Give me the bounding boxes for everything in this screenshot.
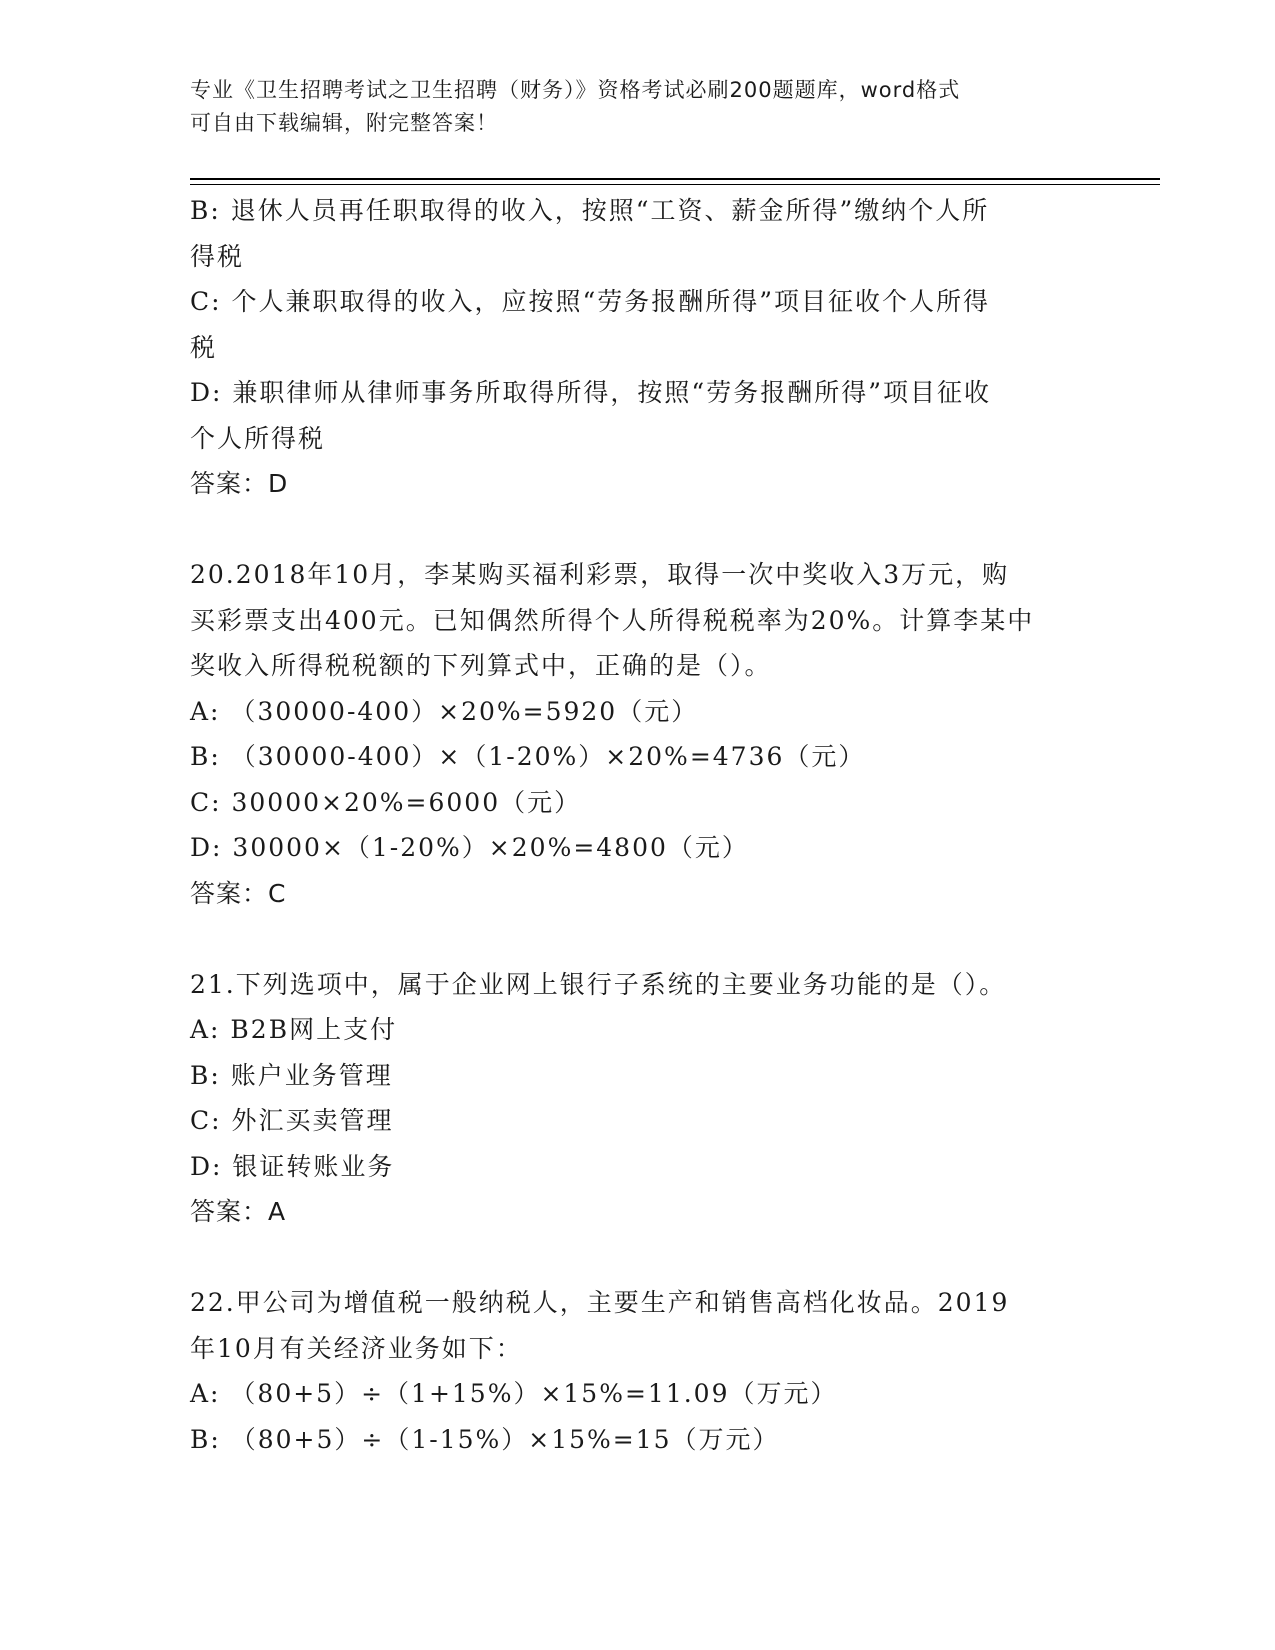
spacer (190, 1235, 1090, 1281)
q21-option-b: B: 账户业务管理 (190, 1060, 393, 1090)
spacer (190, 916, 1090, 962)
header-divider-thick (190, 178, 1160, 180)
q19-option-d-line-1: D: 兼职律师从律师事务所取得所得，按照“劳务报酬所得”项目征收 (190, 378, 991, 407)
q21-answer: 答案：A (190, 1197, 287, 1226)
q20-option-b: B: （30000-400）×（1-20%）×20%=4736（元） (190, 742, 866, 771)
q21-option-a: A: B2B网上支付 (190, 1015, 398, 1044)
question-content (190, 188, 1090, 1462)
q22-stem-line-1: 22.甲公司为增值税一般纳税人，主要生产和销售高档化妆品。2019 (190, 1288, 1010, 1317)
q21-option-c: C: 外汇买卖管理 (190, 1106, 394, 1135)
document-header (190, 74, 1070, 140)
q19-option-b-line-2: 得税 (190, 241, 245, 271)
q19-option-b-line-1: B: 退休人员再任职取得的收入，按照“工资、薪金所得”缴纳个人所 (190, 196, 990, 225)
header-divider-thin (190, 184, 1160, 185)
q20-stem-line-1: 20.2018年10月，李某购买福利彩票，取得一次中奖收入3万元，购 (190, 560, 1010, 589)
q22-stem-line-2: 年10月有关经济业务如下： (190, 1333, 523, 1363)
question-22 (190, 1280, 1090, 1462)
q21-option-d: D: 银证转账业务 (190, 1151, 395, 1181)
question-20 (190, 552, 1090, 916)
q22-option-a: A: （80+5）÷（1+15%）×15%=11.09（万元） (190, 1379, 838, 1408)
header-line-1: 专业《卫生招聘考试之卫生招聘（财务）》资格考试必刷200题题库，word格式 (190, 78, 961, 102)
q19-option-c-line-1: C: 个人兼职取得的收入，应按照“劳务报酬所得”项目征收个人所得 (190, 287, 991, 316)
q21-stem: 21.下列选项中，属于企业网上银行子系统的主要业务功能的是（）。 (190, 969, 1007, 999)
q20-option-a: A: （30000-400）×20%=5920（元） (190, 696, 699, 726)
q19-option-d-line-2: 个人所得税 (190, 423, 326, 453)
spacer (190, 507, 1090, 553)
question-21 (190, 962, 1090, 1235)
q19-option-c-line-2: 税 (190, 332, 218, 362)
q20-option-d: D: 30000×（1-20%）×20%=4800（元） (190, 833, 749, 862)
q20-stem-line-3: 奖收入所得税税额的下列算式中，正确的是（）。 (190, 651, 772, 680)
header-line-2: 可自由下载编辑，附完整答案！ (190, 111, 498, 135)
q22-option-b: B: （80+5）÷（1-15%）×15%=15（万元） (190, 1424, 780, 1454)
question-19-tail (190, 188, 1090, 507)
q20-stem-line-2: 买彩票支出400元。已知偶然所得个人所得税税率为20%。计算李某中 (190, 605, 1035, 635)
q20-option-c: C: 30000×20%=6000（元） (190, 787, 582, 817)
q20-answer: 答案：C (190, 878, 287, 908)
q19-answer: 答案：D (190, 469, 289, 498)
